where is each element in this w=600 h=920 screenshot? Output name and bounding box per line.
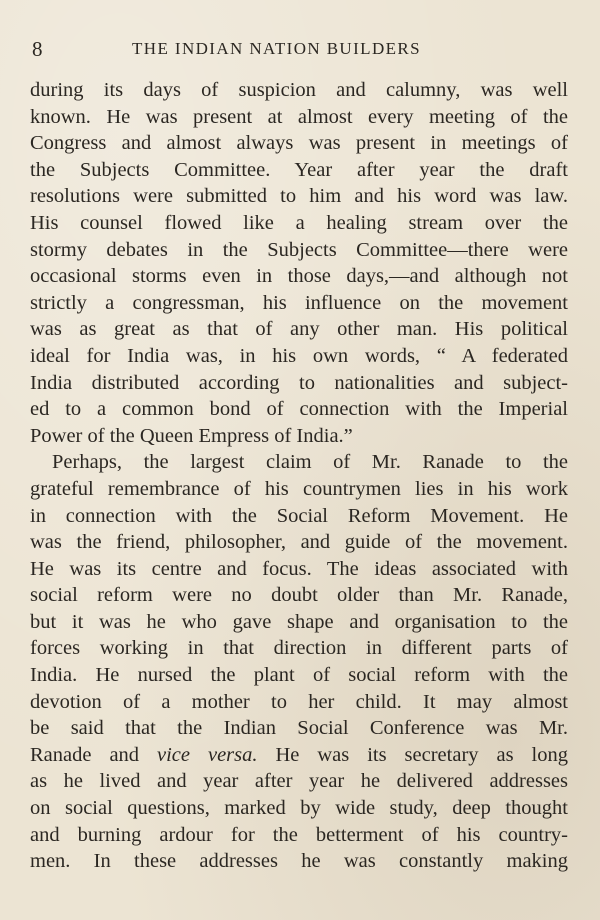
text-line: ideal for India was, in his own words, “ A federated [30,344,568,367]
text-line: Congress and almost always was present in meetings of [30,132,568,155]
text-line: resolutions were submitted to him and his word was law. [30,185,568,208]
text-line: India distributed according to nationalities and subject- [30,371,568,394]
page-header [32,36,568,62]
text-line: His counsel flowed like a healing stream over the [30,211,568,234]
text-line: was as great as that of any other man. His political [30,318,568,341]
text-line: He was its centre and focus. The ideas associated with [30,557,568,580]
text-line: was the friend, philosopher, and guide of the movement. [30,531,568,554]
text-line: during its days of suspicion and calumny, was well [30,79,568,101]
body-text [30,77,568,875]
text-line: India. He nursed the plant of social reform with the [30,664,568,687]
text-line: on social questions, marked by wide study, deep thought [30,797,568,820]
page-number: 8 [32,37,43,61]
running-head: THE INDIAN NATION BUILDERS [132,39,422,58]
italic-phrase: vice versa. [157,743,258,766]
text-line: ed to a common bond of connection with the Imperial [30,398,568,421]
text-line: men. In these addresses he was constantly making [30,850,568,873]
text-line: devotion of a mother to her child. It may almost [30,690,568,713]
text-line-with-italic [30,742,568,769]
text-line: be said that the Indian Social Conference was Mr. [30,717,568,740]
text-line: as he lived and year after year he delivered addresses [30,770,568,793]
text-line: stormy debates in the Subjects Committee—there were [30,238,568,261]
text-line: and burning ardour for the betterment of his country- [30,823,568,846]
text-fragment: He was its secretary as long [257,743,568,766]
text-line: occasional storms even in those days,—and although not [30,265,568,288]
text-fragment: Ranade and [30,743,158,766]
text-line: known. He was present at almost every meeting of the [30,105,568,128]
text-line: in connection with the Social Reform Movement. He [30,504,568,527]
text-line: Power of the Queen Empress of India.” [30,424,353,447]
text-line: but it was he who gave shape and organisation to the [30,610,568,633]
text-line: grateful remembrance of his countrymen lies in his work [30,477,568,500]
text-line: forces working in that direction in different parts of [30,637,568,660]
text-line: Perhaps, the largest claim of Mr. Ranade to the [52,451,568,474]
text-line: strictly a congressman, his influence on the movement [30,291,568,314]
text-line: the Subjects Committee. Year after year the draft [30,158,568,181]
text-line: social reform were no doubt older than Mr. Ranade, [30,584,568,607]
